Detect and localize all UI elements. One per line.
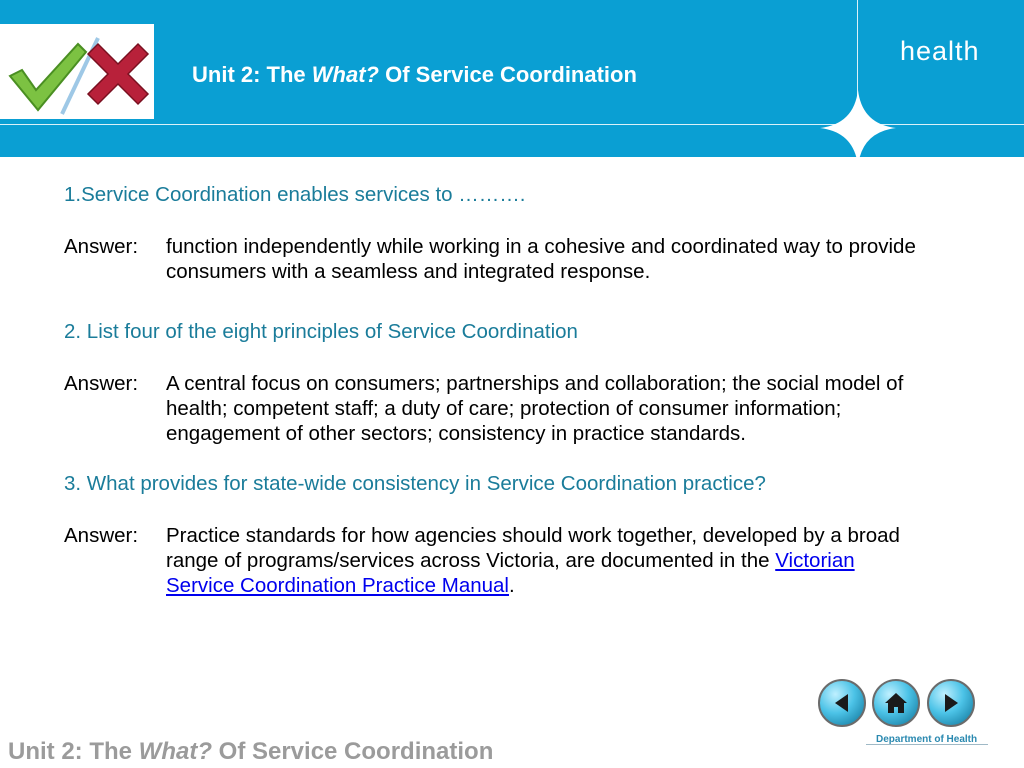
title-emphasis: What? — [311, 62, 379, 87]
page-title — [192, 62, 637, 88]
check-mark-icon — [10, 44, 86, 110]
header-banner — [0, 0, 1024, 157]
title-suffix: Of Service Coordination — [378, 62, 637, 87]
next-button[interactable] — [927, 679, 975, 727]
answer-label: Answer: — [64, 524, 139, 547]
answer-text: A central focus on consumers; partnerships and collaboration; the social model of health; competent staff; a duty of care; protection of consumer information; engagement of other sectors; consistency in practice standards. — [166, 372, 904, 445]
previous-arrow-icon — [828, 689, 856, 717]
question-2: 2. List four of the eight principles of Service Coordination — [64, 320, 578, 343]
answer-text: function independently while working in a cohesive and coordinated way to provide consumers with a seamless and integrated response. — [166, 235, 916, 283]
health-brand-text: health — [900, 36, 980, 66]
home-button[interactable] — [872, 679, 920, 727]
footer-title-prefix: Unit 2: The — [8, 738, 139, 765]
answer-label: Answer: — [64, 372, 139, 395]
logo — [0, 24, 154, 119]
qa-content — [64, 182, 944, 598]
answer-label: Answer: — [64, 235, 139, 258]
question-3: 3. What provides for state-wide consistency in Service Coordination practice? — [64, 472, 766, 495]
footer-title-suffix: Of Service Coordination — [211, 738, 494, 765]
answer-text-body: Practice standards for how agencies should work together, developed by a broad range of programs/services across Victoria, are documented in the — [166, 524, 900, 572]
footer-title — [8, 738, 493, 766]
footer-title-emphasis: What? — [138, 738, 212, 765]
previous-button[interactable] — [818, 679, 866, 727]
answer-3 — [64, 523, 944, 598]
practice-manual-link[interactable]: Victorian Service Coordination Practice Manual — [166, 549, 855, 597]
sparkle-star-icon — [820, 90, 896, 157]
answer-text — [166, 523, 916, 598]
cross-mark-icon — [88, 44, 148, 104]
answer-2 — [64, 371, 944, 446]
home-icon — [882, 689, 910, 717]
department-label: Department of Health — [876, 734, 978, 745]
next-arrow-icon — [937, 689, 965, 717]
answer-text-end: . — [508, 574, 515, 597]
title-prefix: Unit 2: The — [192, 62, 312, 87]
answer-1 — [64, 234, 944, 284]
question-1: 1.Service Coordination enables services to ………. — [64, 183, 526, 206]
